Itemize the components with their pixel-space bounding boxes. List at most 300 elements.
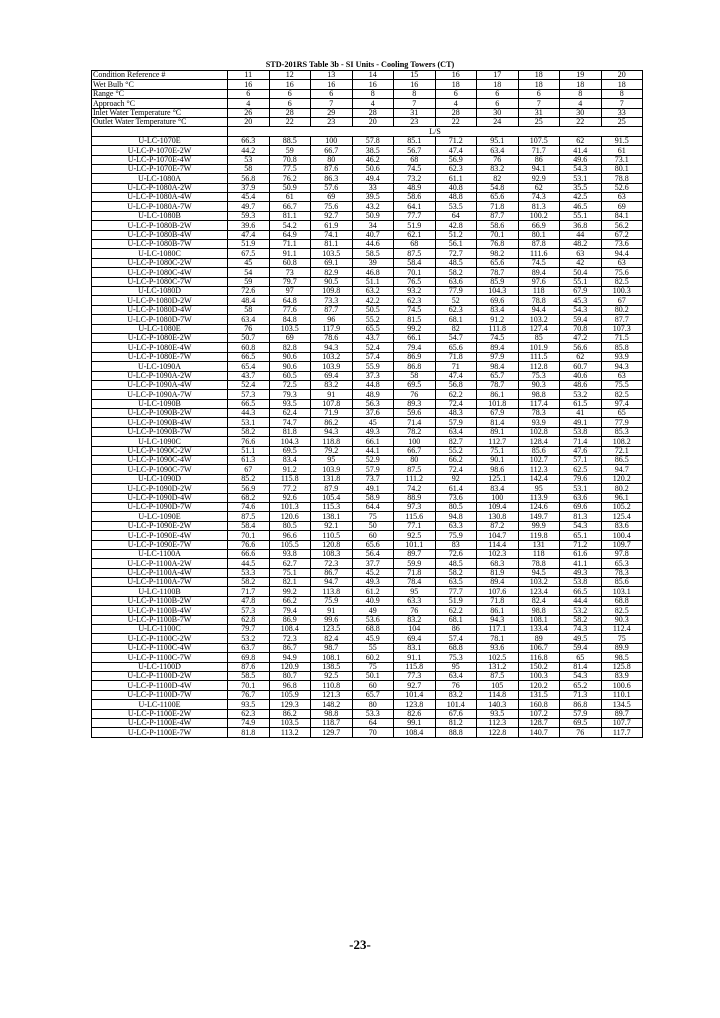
condition-value: 20 — [228, 117, 270, 126]
flow-value: 86 — [518, 155, 560, 164]
condition-value: 16 — [311, 80, 353, 89]
condition-value: 7 — [601, 99, 643, 108]
model-name: U-LC-P-1090C-7W — [92, 465, 228, 474]
flow-value: 118.7 — [311, 718, 353, 727]
condition-value: 18 — [477, 80, 519, 89]
flow-value: 49.3 — [560, 568, 602, 577]
flow-value: 45.3 — [560, 296, 602, 305]
flow-value: 100 — [311, 136, 353, 145]
condition-value: 11 — [228, 71, 270, 80]
flow-value: 64 — [435, 211, 477, 220]
model-row — [92, 587, 643, 596]
flow-value: 82.6 — [394, 709, 436, 718]
flow-value: 58.2 — [435, 568, 477, 577]
flow-value: 92.7 — [394, 681, 436, 690]
model-row — [92, 324, 643, 333]
flow-value: 90.1 — [477, 456, 519, 465]
condition-value: 31 — [394, 108, 436, 117]
flow-value: 75 — [352, 512, 394, 521]
flow-value: 62.2 — [435, 390, 477, 399]
flow-value: 74.3 — [518, 193, 560, 202]
model-name: U-LC-P-1090A-2W — [92, 371, 228, 380]
flow-value: 34 — [352, 221, 394, 230]
condition-value: 24 — [477, 117, 519, 126]
flow-value: 94.7 — [311, 578, 353, 587]
flow-value: 68.8 — [435, 643, 477, 652]
flow-value: 110.1 — [601, 690, 643, 699]
flow-value: 80.7 — [269, 672, 311, 681]
flow-value: 68.1 — [435, 615, 477, 624]
flow-value: 78.6 — [311, 333, 353, 342]
flow-value: 138.1 — [311, 512, 353, 521]
flow-value: 52 — [435, 296, 477, 305]
condition-value: 29 — [311, 108, 353, 117]
flow-value: 64.4 — [352, 502, 394, 511]
flow-value: 44.2 — [228, 146, 270, 155]
flow-value: 48.8 — [435, 193, 477, 202]
condition-value: 30 — [477, 108, 519, 117]
condition-row — [92, 80, 643, 89]
model-name: U-LC-P-1100C-7W — [92, 653, 228, 662]
model-row — [92, 596, 643, 605]
flow-value: 75.6 — [311, 202, 353, 211]
flow-value: 94.8 — [435, 512, 477, 521]
model-row — [92, 493, 643, 502]
flow-value: 97 — [269, 286, 311, 295]
flow-value: 98.2 — [477, 249, 519, 258]
flow-value: 58 — [228, 305, 270, 314]
flow-value: 76.7 — [228, 690, 270, 699]
flow-value: 62.3 — [394, 296, 436, 305]
flow-value: 58 — [228, 164, 270, 173]
flow-value: 72.6 — [435, 549, 477, 558]
flow-value: 47.8 — [228, 596, 270, 605]
flow-value: 83.4 — [477, 484, 519, 493]
condition-label: Wet Bulb °C — [92, 80, 228, 89]
flow-value: 66.5 — [560, 587, 602, 596]
model-name: U-LC-1080D — [92, 286, 228, 295]
condition-value: 17 — [477, 71, 519, 80]
flow-value: 74.5 — [394, 305, 436, 314]
condition-row — [92, 108, 643, 117]
flow-value: 71.8 — [477, 202, 519, 211]
flow-value: 82.1 — [269, 578, 311, 587]
condition-value: 22 — [560, 117, 602, 126]
flow-value: 41 — [560, 409, 602, 418]
flow-value: 54.3 — [560, 305, 602, 314]
flow-value: 148.2 — [311, 700, 353, 709]
flow-value: 70.8 — [560, 324, 602, 333]
flow-value: 103.9 — [311, 465, 353, 474]
flow-value: 98.5 — [601, 653, 643, 662]
model-name: U-LC-P-1100D-2W — [92, 672, 228, 681]
flow-value: 68.8 — [601, 596, 643, 605]
flow-value: 59 — [228, 277, 270, 286]
flow-value: 105.9 — [269, 690, 311, 699]
flow-value: 86.2 — [269, 709, 311, 718]
flow-value: 99.2 — [394, 324, 436, 333]
flow-value: 113.2 — [269, 728, 311, 737]
flow-value: 71.8 — [394, 568, 436, 577]
flow-value: 71.9 — [311, 409, 353, 418]
flow-value: 76 — [394, 390, 436, 399]
flow-value: 81.8 — [269, 427, 311, 436]
flow-value: 114.8 — [477, 690, 519, 699]
model-row — [92, 662, 643, 671]
flow-value: 49 — [352, 606, 394, 615]
flow-value: 86.7 — [311, 568, 353, 577]
flow-value: 112.7 — [477, 437, 519, 446]
flow-value: 105.4 — [311, 493, 353, 502]
flow-value: 130.8 — [477, 512, 519, 521]
flow-value: 67.9 — [477, 409, 519, 418]
flow-value: 48.9 — [394, 183, 436, 192]
flow-value: 76.6 — [228, 437, 270, 446]
model-row — [92, 681, 643, 690]
flow-value: 81.2 — [435, 718, 477, 727]
flow-value: 65.1 — [560, 531, 602, 540]
flow-value: 76 — [435, 681, 477, 690]
flow-value: 69.6 — [477, 296, 519, 305]
model-name: U-LC-P-1080E-2W — [92, 333, 228, 342]
model-name: U-LC-P-1090B-2W — [92, 409, 228, 418]
flow-value: 79.4 — [394, 343, 436, 352]
model-name: U-LC-P-1080C-4W — [92, 268, 228, 277]
flow-value: 90.6 — [269, 362, 311, 371]
model-row — [92, 437, 643, 446]
flow-value: 56.3 — [352, 399, 394, 408]
model-row — [92, 202, 643, 211]
flow-value: 131.5 — [518, 690, 560, 699]
flow-value: 94.7 — [601, 465, 643, 474]
flow-value: 115.8 — [394, 662, 436, 671]
flow-value: 71.2 — [435, 136, 477, 145]
flow-value: 101.9 — [518, 343, 560, 352]
flow-value: 47.4 — [228, 230, 270, 239]
flow-value: 140.7 — [518, 728, 560, 737]
condition-value: 7 — [518, 99, 560, 108]
flow-value: 49.3 — [352, 578, 394, 587]
flow-value: 55.1 — [560, 277, 602, 286]
flow-value: 89.7 — [394, 549, 436, 558]
flow-value: 67.5 — [228, 249, 270, 258]
model-name: U-LC-P-1080D-7W — [92, 315, 228, 324]
flow-value: 49.1 — [352, 484, 394, 493]
flow-value: 115.3 — [311, 502, 353, 511]
model-row — [92, 540, 643, 549]
flow-value: 57.9 — [435, 418, 477, 427]
flow-value: 83.2 — [311, 380, 353, 389]
flow-value: 74.7 — [269, 418, 311, 427]
flow-value: 86.1 — [477, 606, 519, 615]
flow-value: 66.2 — [269, 596, 311, 605]
flow-value: 69.6 — [560, 502, 602, 511]
flow-value: 102.7 — [518, 456, 560, 465]
model-row — [92, 709, 643, 718]
model-name: U-LC-P-1100E-4W — [92, 718, 228, 727]
flow-value: 64.1 — [394, 202, 436, 211]
flow-value: 71.8 — [435, 352, 477, 361]
flow-value: 69.5 — [560, 718, 602, 727]
condition-value: 16 — [435, 71, 477, 80]
model-name: U-LC-1090E — [92, 512, 228, 521]
flow-value: 75.6 — [601, 268, 643, 277]
flow-value: 106.7 — [518, 643, 560, 652]
model-row — [92, 409, 643, 418]
flow-value: 63.7 — [228, 643, 270, 652]
model-name: U-LC-P-1090C-2W — [92, 446, 228, 455]
flow-value: 68.1 — [435, 315, 477, 324]
flow-value: 65 — [601, 409, 643, 418]
flow-value: 75.5 — [601, 380, 643, 389]
flow-value: 39.6 — [228, 221, 270, 230]
flow-value: 124.6 — [518, 502, 560, 511]
flow-value: 101.4 — [394, 690, 436, 699]
flow-value: 120.9 — [269, 662, 311, 671]
flow-value: 56.2 — [601, 221, 643, 230]
condition-value: 16 — [394, 80, 436, 89]
flow-value: 63 — [601, 371, 643, 380]
model-name: U-LC-P-1100B-7W — [92, 615, 228, 624]
flow-value: 115.8 — [269, 474, 311, 483]
flow-value: 94.3 — [601, 362, 643, 371]
flow-value: 89.4 — [518, 268, 560, 277]
flow-value: 42 — [560, 258, 602, 267]
flow-value: 61 — [269, 193, 311, 202]
condition-value: 28 — [269, 108, 311, 117]
model-row — [92, 193, 643, 202]
flow-value: 97.3 — [394, 502, 436, 511]
flow-value: 125.8 — [601, 662, 643, 671]
flow-value: 62.7 — [269, 559, 311, 568]
flow-value: 102.3 — [477, 549, 519, 558]
flow-value: 81.9 — [477, 568, 519, 577]
flow-value: 101.3 — [269, 502, 311, 511]
flow-value: 67 — [228, 465, 270, 474]
flow-value: 83 — [435, 540, 477, 549]
flow-value: 114.4 — [477, 540, 519, 549]
flow-value: 99.6 — [311, 615, 353, 624]
flow-value: 98.6 — [477, 465, 519, 474]
condition-value: 6 — [477, 99, 519, 108]
model-row — [92, 653, 643, 662]
flow-value: 65.3 — [601, 559, 643, 568]
flow-value: 43.7 — [228, 371, 270, 380]
model-name: U-LC-P-1080A-2W — [92, 183, 228, 192]
model-name: U-LC-P-1080C-7W — [92, 277, 228, 286]
flow-value: 150.2 — [518, 662, 560, 671]
flow-value: 86 — [435, 625, 477, 634]
flow-value: 33 — [352, 183, 394, 192]
flow-value: 62.2 — [435, 606, 477, 615]
condition-value: 25 — [601, 117, 643, 126]
flow-value: 52.6 — [601, 183, 643, 192]
flow-value: 82.4 — [311, 634, 353, 643]
flow-value: 92.9 — [518, 174, 560, 183]
flow-value: 80.5 — [435, 502, 477, 511]
model-row — [92, 427, 643, 436]
flow-value: 57.3 — [228, 390, 270, 399]
flow-value: 94.1 — [518, 164, 560, 173]
flow-value: 74.1 — [311, 230, 353, 239]
model-row — [92, 136, 643, 145]
flow-value: 116.8 — [518, 653, 560, 662]
flow-value: 67.9 — [560, 286, 602, 295]
flow-value: 88.9 — [394, 493, 436, 502]
flow-value: 111.2 — [394, 474, 436, 483]
flow-value: 61.3 — [228, 456, 270, 465]
flow-value: 100 — [477, 493, 519, 502]
flow-value: 78.3 — [601, 568, 643, 577]
flow-value: 72.4 — [435, 399, 477, 408]
model-name: U-LC-1100C — [92, 625, 228, 634]
flow-value: 77.6 — [269, 305, 311, 314]
flow-value: 50.1 — [352, 672, 394, 681]
flow-value: 76 — [477, 155, 519, 164]
flow-value: 57.8 — [352, 136, 394, 145]
condition-value: 18 — [435, 80, 477, 89]
flow-value: 122.8 — [477, 728, 519, 737]
flow-value: 63.4 — [435, 672, 477, 681]
flow-value: 108.3 — [311, 549, 353, 558]
flow-value: 95 — [518, 484, 560, 493]
flow-value: 57.9 — [352, 465, 394, 474]
flow-value: 82.5 — [601, 277, 643, 286]
flow-value: 58 — [394, 371, 436, 380]
flow-value: 87.9 — [311, 484, 353, 493]
flow-value: 58.2 — [560, 615, 602, 624]
flow-value: 101.4 — [435, 700, 477, 709]
model-name: U-LC-P-1090D-2W — [92, 484, 228, 493]
flow-value: 85.6 — [518, 446, 560, 455]
model-name: U-LC-1090D — [92, 474, 228, 483]
condition-value: 28 — [435, 108, 477, 117]
flow-value: 56.9 — [228, 484, 270, 493]
flow-value: 72.1 — [601, 446, 643, 455]
condition-value: 16 — [269, 80, 311, 89]
flow-value: 96 — [311, 315, 353, 324]
flow-value: 65.4 — [228, 362, 270, 371]
flow-value: 50.9 — [352, 211, 394, 220]
flow-value: 118 — [518, 286, 560, 295]
model-row — [92, 230, 643, 239]
condition-value: 16 — [352, 80, 394, 89]
flow-value: 92.1 — [311, 521, 353, 530]
flow-value: 107.7 — [601, 718, 643, 727]
flow-value: 93.9 — [601, 352, 643, 361]
flow-value: 59.3 — [228, 211, 270, 220]
flow-value: 82.5 — [601, 606, 643, 615]
flow-value: 74.5 — [394, 164, 436, 173]
flow-value: 89.4 — [477, 343, 519, 352]
flow-value: 50.7 — [228, 333, 270, 342]
flow-value: 92.6 — [269, 493, 311, 502]
flow-value: 65.7 — [352, 690, 394, 699]
flow-value: 81.4 — [560, 662, 602, 671]
model-row — [92, 474, 643, 483]
flow-value: 100 — [394, 437, 436, 446]
model-row — [92, 362, 643, 371]
flow-value: 53.2 — [228, 634, 270, 643]
flow-value: 89.4 — [477, 578, 519, 587]
model-row — [92, 672, 643, 681]
condition-value: 20 — [601, 71, 643, 80]
flow-value: 61.1 — [435, 174, 477, 183]
model-row — [92, 221, 643, 230]
flow-value: 80.1 — [601, 164, 643, 173]
flow-value: 104 — [394, 625, 436, 634]
flow-value: 63.6 — [435, 277, 477, 286]
flow-value: 103.9 — [311, 362, 353, 371]
flow-value: 66.1 — [394, 333, 436, 342]
flow-value: 78.8 — [601, 174, 643, 183]
model-row — [92, 305, 643, 314]
flow-value: 149.7 — [518, 512, 560, 521]
flow-value: 107.8 — [311, 399, 353, 408]
model-name: U-LC-P-1100E-2W — [92, 709, 228, 718]
flow-value: 65.6 — [477, 258, 519, 267]
flow-value: 119.8 — [518, 531, 560, 540]
model-name: U-LC-P-1090D-7W — [92, 502, 228, 511]
condition-value: 14 — [352, 71, 394, 80]
flow-value: 82.5 — [601, 390, 643, 399]
flow-value: 65.5 — [352, 324, 394, 333]
flow-value: 74.5 — [518, 258, 560, 267]
flow-value: 87.5 — [477, 672, 519, 681]
flow-value: 69.5 — [394, 380, 436, 389]
model-name: U-LC-P-1090D-4W — [92, 493, 228, 502]
flow-value: 95 — [311, 456, 353, 465]
flow-value: 112.3 — [477, 718, 519, 727]
flow-value: 100.4 — [601, 531, 643, 540]
flow-value: 54 — [228, 268, 270, 277]
flow-value: 108.4 — [269, 625, 311, 634]
flow-value: 81.1 — [311, 240, 353, 249]
flow-value: 56.4 — [352, 549, 394, 558]
flow-value: 63.4 — [477, 146, 519, 155]
flow-value: 100.2 — [518, 211, 560, 220]
flow-value: 83.2 — [394, 615, 436, 624]
flow-value: 51.9 — [394, 221, 436, 230]
condition-row — [92, 117, 643, 126]
model-row — [92, 606, 643, 615]
model-name: U-LC-P-1070E-4W — [92, 155, 228, 164]
flow-value: 50.4 — [560, 268, 602, 277]
flow-value: 95 — [435, 662, 477, 671]
flow-value: 74.9 — [228, 718, 270, 727]
page-title: STD-201RS Table 3b - SI Units - Cooling Towers (CT) — [265, 60, 455, 69]
model-row — [92, 174, 643, 183]
flow-value: 97.6 — [518, 277, 560, 286]
condition-value: 23 — [311, 117, 353, 126]
flow-value: 35.5 — [560, 183, 602, 192]
flow-value: 61.5 — [560, 399, 602, 408]
flow-value: 45.4 — [228, 193, 270, 202]
flow-value: 79.2 — [311, 446, 353, 455]
model-name: U-LC-P-1090B-4W — [92, 418, 228, 427]
flow-value: 100.3 — [518, 672, 560, 681]
flow-value: 60.2 — [352, 653, 394, 662]
model-name: U-LC-P-1080D-4W — [92, 305, 228, 314]
flow-value: 142.4 — [518, 474, 560, 483]
flow-value: 49.4 — [352, 174, 394, 183]
condition-value: 31 — [518, 108, 560, 117]
flow-value: 41.1 — [560, 559, 602, 568]
flow-value: 53 — [228, 155, 270, 164]
flow-value: 75.3 — [435, 653, 477, 662]
flow-value: 77.7 — [394, 211, 436, 220]
flow-value: 109.4 — [477, 502, 519, 511]
